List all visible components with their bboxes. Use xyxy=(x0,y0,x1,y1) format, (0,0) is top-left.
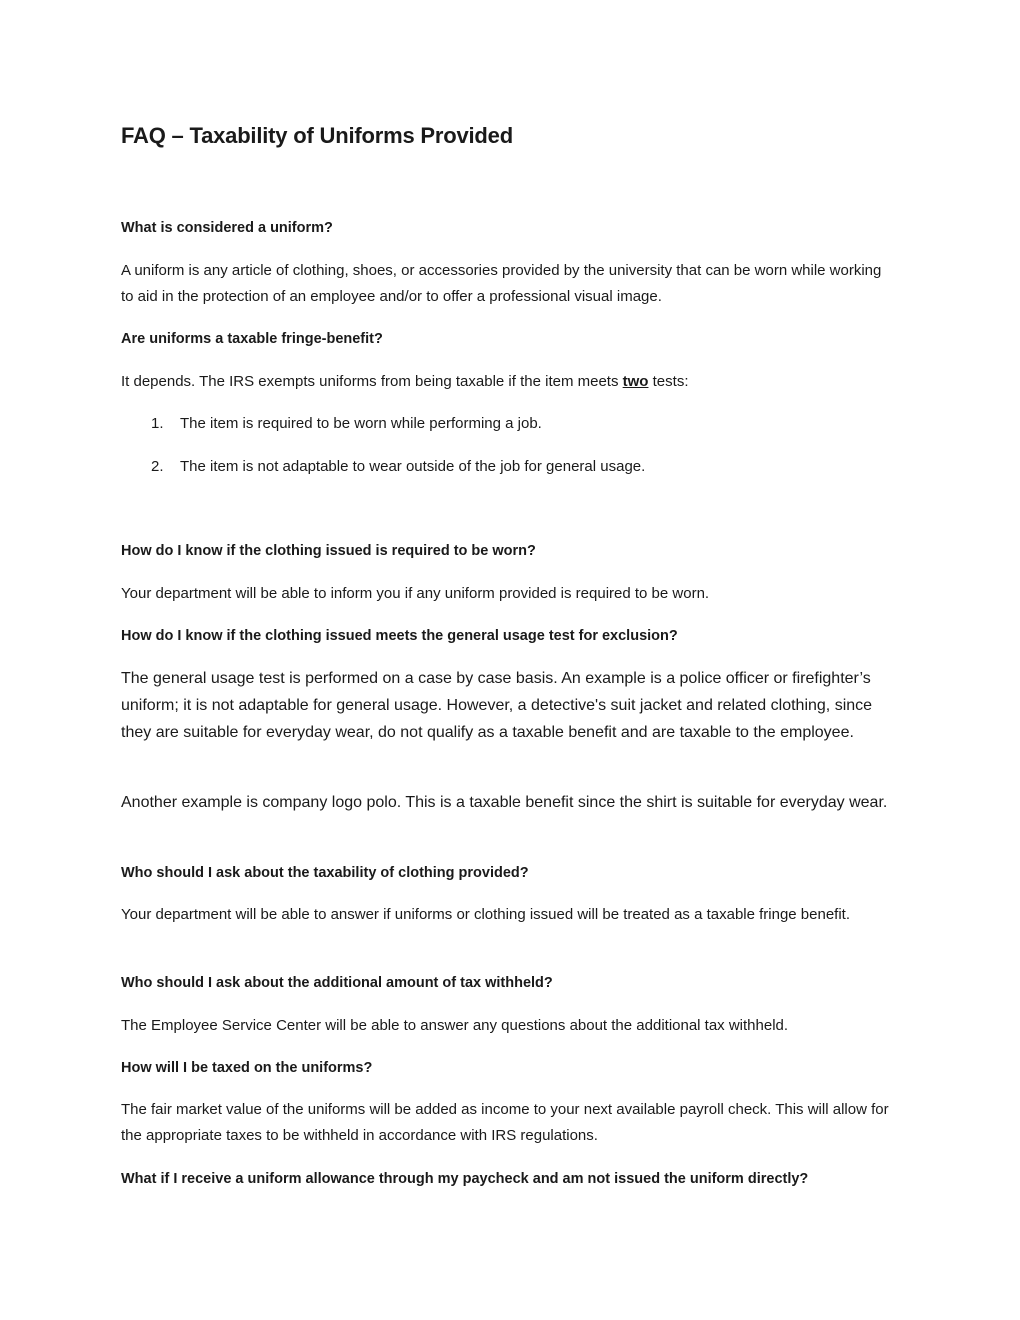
question-uniform-allowance: What if I receive a uniform allowance through my paycheck and am not issued the uniform directly? xyxy=(121,1171,809,1187)
list-number: 2. xyxy=(151,458,164,475)
question-taxable-fringe-benefit: Are uniforms a taxable fringe-benefit? xyxy=(121,331,383,347)
list-text: The item is not adaptable to wear outside of the job for general usage. xyxy=(180,458,646,475)
answer-taxable-fringe-benefit xyxy=(121,369,896,395)
answer-who-to-ask-tax-withheld: The Employee Service Center will be able to answer any questions about the additional tax withheld. xyxy=(121,1017,789,1034)
answer-who-to-ask-taxability: Your department will be able to answer if uniforms or clothing issued will be treated as a taxable fringe benefit. xyxy=(121,906,851,923)
list-item-test-1 xyxy=(151,415,542,432)
question-general-usage-test: How do I know if the clothing issued meets the general usage test for exclusion? xyxy=(121,628,678,644)
answer-general-usage-test: The general usage test is performed on a case by case basis. An example is a police officer or firefighter’s uniform; it is not adaptable for general usage. However, a detective's suit jacket and related clothing, since they are suitable for everyday wear, do not qualify as a taxable benefit and are taxable to the employee. xyxy=(121,670,873,741)
list-text: The item is required to be worn while performing a job. xyxy=(180,415,542,432)
question-who-to-ask-taxability: Who should I ask about the taxability of clothing provided? xyxy=(121,865,529,881)
document-title: FAQ – Taxability of Uniforms Provided xyxy=(121,123,513,148)
answer-text-before: It depends. The IRS exempts uniforms from being taxable if the item meets xyxy=(121,373,623,390)
question-required-to-be-worn: How do I know if the clothing issued is required to be worn? xyxy=(121,543,536,559)
answer-required-to-be-worn: Your department will be able to inform you if any uniform provided is required to be worn. xyxy=(121,585,710,602)
question-what-is-uniform: What is considered a uniform? xyxy=(121,220,333,236)
emphasis-two: two xyxy=(622,373,649,390)
list-item-test-2 xyxy=(151,458,645,475)
answer-general-usage-example: Another example is company logo polo. This is a taxable benefit since the shirt is suitable for everyday wear. xyxy=(121,794,888,811)
list-number: 1. xyxy=(151,415,164,432)
answer-what-is-uniform: A uniform is any article of clothing, shoes, or accessories provided by the university that can be worn while working to aid in the protection of an employee and/or to offer a professional visual image. xyxy=(121,262,882,305)
question-how-taxed: How will I be taxed on the uniforms? xyxy=(121,1060,373,1076)
answer-how-taxed: The fair market value of the uniforms will be added as income to your next available payroll check. This will allow for the appropriate taxes to be withheld in accordance with IRS regulations. xyxy=(121,1101,889,1144)
answer-text-after: tests: xyxy=(648,373,689,390)
question-who-to-ask-tax-withheld: Who should I ask about the additional amount of tax withheld? xyxy=(121,975,553,991)
